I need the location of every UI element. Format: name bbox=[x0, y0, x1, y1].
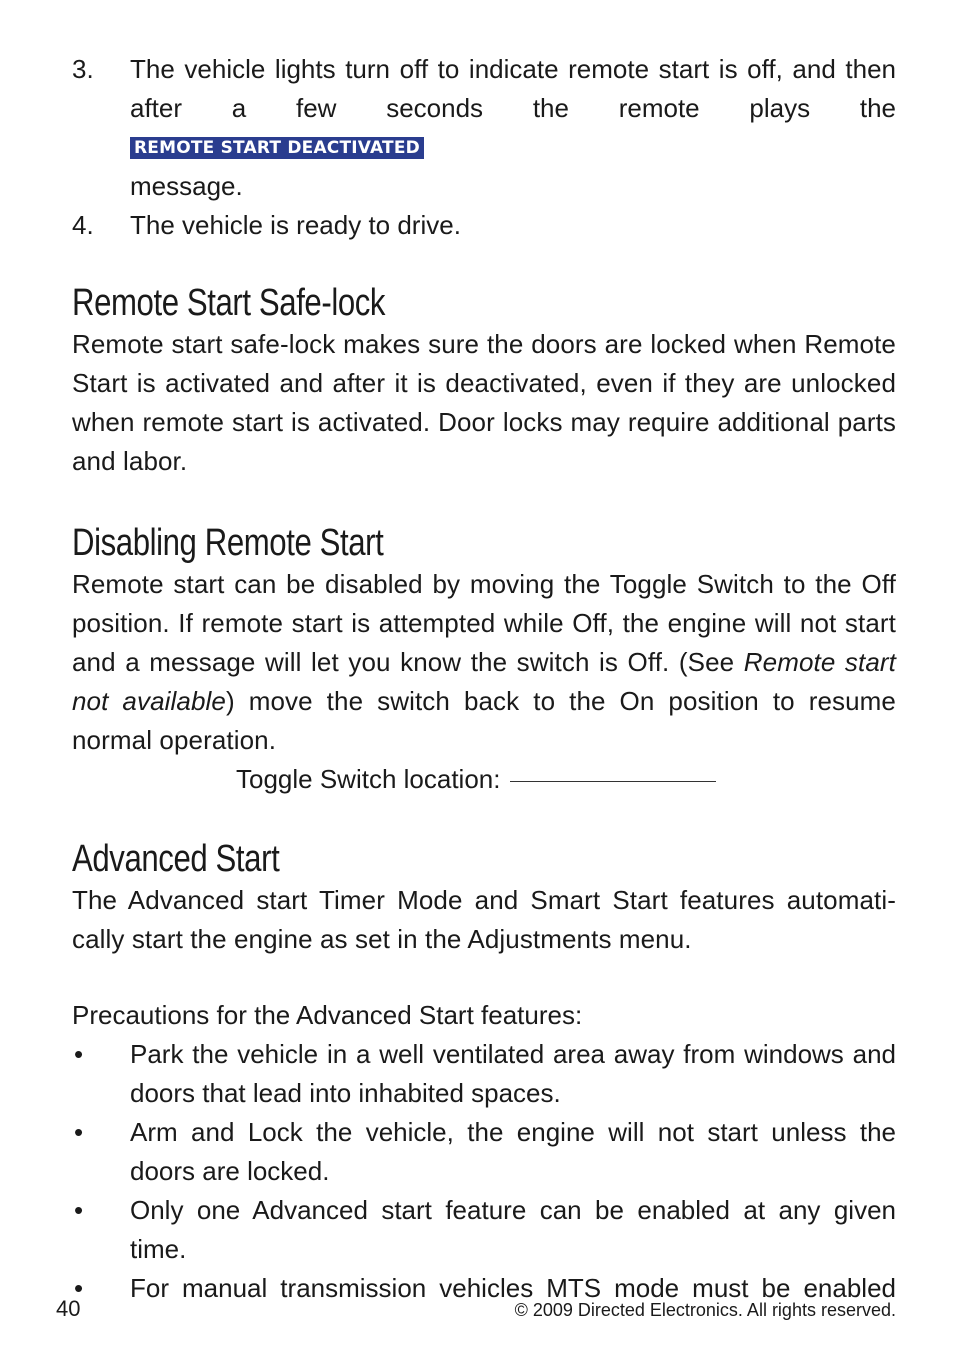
cross-reference: Remote start not available bbox=[72, 647, 896, 716]
step-number: 4. bbox=[72, 210, 94, 240]
advanced-start-paragraph: The Advanced start Timer Mode and Smart Start features automati-cally start the engine as set in the Adjustments menu. bbox=[72, 885, 896, 954]
section-heading-safe-lock: Remote Start Safe-lock bbox=[72, 282, 386, 324]
step-text: The vehicle is ready to drive. bbox=[130, 210, 461, 240]
copyright-notice: © 2009 Directed Electronics. All rights reserved. bbox=[514, 1300, 896, 1320]
section-heading-disabling: Disabling Remote Start bbox=[72, 522, 384, 564]
safe-lock-paragraph: Remote start safe-lock makes sure the doors are locked when Remote Start is activated and after it is deactivated, even if they are unlocked when remote start is activated. Door locks may require additional parts and labor. bbox=[72, 329, 896, 476]
step-item-4 bbox=[72, 206, 896, 245]
step-text bbox=[130, 50, 896, 206]
bullet-icon: • bbox=[74, 1273, 84, 1303]
step-text-after: message. bbox=[130, 171, 243, 201]
precaution-item: • For manual transmission vehicles MTS mode must be enabled bbox=[72, 1269, 896, 1308]
step-number: 3. bbox=[72, 54, 94, 84]
bullet-icon: • bbox=[74, 1039, 84, 1069]
disabling-paragraph: Remote start can be disabled by moving the Toggle Switch to the Off position. If remote start is attempted while Off, the engine will not start and a message will let you know the switch is Off. (See Remote start not available) move the switch back to the On position to resume normal operation. bbox=[72, 569, 896, 755]
bullet-icon: • bbox=[74, 1117, 84, 1147]
precaution-item: • Arm and Lock the vehicle, the engine will not start unless the doors are locked. bbox=[72, 1113, 896, 1191]
page-content bbox=[72, 50, 896, 1308]
toggle-switch-location-blank bbox=[510, 781, 716, 782]
toggle-switch-location-label: Toggle Switch location: bbox=[236, 764, 501, 794]
step-item-3 bbox=[72, 50, 896, 206]
page-number: 40 bbox=[56, 1296, 81, 1321]
remote-start-deactivated-tag: REMOTE START DEACTIVATED bbox=[130, 137, 424, 159]
page-footer bbox=[56, 1296, 896, 1322]
precaution-item: • Only one Advanced start feature can be enabled at any given time. bbox=[72, 1191, 896, 1269]
bullet-icon: • bbox=[74, 1195, 84, 1225]
precautions-title: Precautions for the Advanced Start features: bbox=[72, 1000, 583, 1030]
step-text-before: The vehicle lights turn off to indicate remote start is off, and then after a few seconds the remote plays the bbox=[130, 54, 896, 123]
section-heading-advanced-start: Advanced Start bbox=[72, 838, 280, 880]
toggle-switch-location-row bbox=[72, 760, 896, 799]
precaution-item: • Park the vehicle in a well ventilated area away from windows and doors that lead into inhabited spaces. bbox=[72, 1035, 896, 1113]
